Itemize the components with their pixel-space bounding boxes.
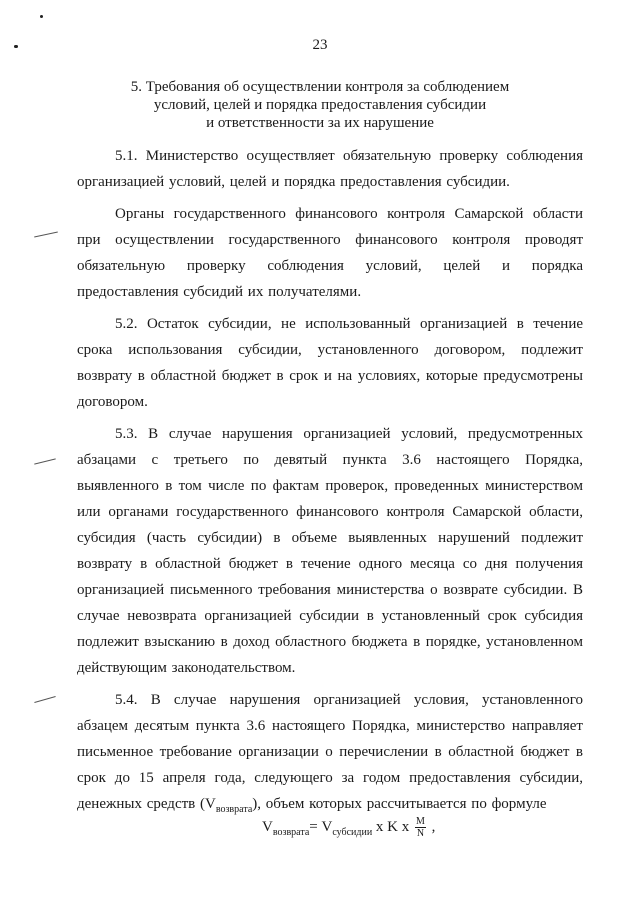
formula-eq: = V xyxy=(309,818,333,835)
paragraph-5-4 xyxy=(77,687,583,823)
section-heading xyxy=(100,78,540,132)
paragraph-5-4-tail: ), объем которых рассчитывается по формуле xyxy=(252,796,547,812)
formula-denominator: N xyxy=(416,828,425,839)
formula-lhs: V xyxy=(262,818,273,835)
margin-mark xyxy=(34,696,55,703)
return-formula xyxy=(262,816,435,839)
margin-mark xyxy=(34,458,56,464)
formula-tail: , xyxy=(427,818,436,835)
heading-line-3: и ответственности за их нарушение xyxy=(206,115,434,131)
margin-mark xyxy=(34,232,58,238)
scan-speck xyxy=(40,15,43,18)
formula-lhs-sub: возврата xyxy=(272,826,310,838)
heading-line-1: 5. Требования об осуществлении контроля за соблюдением xyxy=(130,79,510,95)
paragraph-5-2: 5.2. Остаток субсидии, не использованный организацией в течение срока использования субсидии, установленного договором, подлежит возврату в областной бюджет в срок и на условиях, которые предусмотрены договором. xyxy=(77,316,583,410)
paragraph-organy: Органы государственного финансового контроля Самарской области при осуществлении государственного финансового контроля проводят обязательную проверку соблюдения условий, целей и порядка предоставления субсидий их получателями. xyxy=(77,206,583,300)
scan-speck xyxy=(14,45,18,48)
page-number: 23 xyxy=(312,37,328,53)
document-body xyxy=(77,143,583,829)
paragraph-5-4-sub: возврата xyxy=(215,804,253,815)
paragraph-5-1: 5.1. Министерство осуществляет обязательную проверку соблюдения организацией условий, целей и порядка предоставления субсидии. xyxy=(77,148,583,190)
heading-line-2: условий, целей и порядка предоставления субсидии xyxy=(153,97,487,113)
paragraph-5-4-text: 5.4. В случае нарушения организацией условия, установленного абзацем десятым пункта 3.6 настоящего Порядка, министерство направляет письменное требование организации о перечислении в областной бюджет в срок до 15 апреля года, следующего за годом предоставления субсидии, денежных средств (V xyxy=(77,692,583,812)
formula-numerator: M xyxy=(416,816,425,827)
formula-rhs-sub: субсидии xyxy=(332,826,373,838)
formula-mult: x K x xyxy=(372,818,414,835)
paragraph-5-3: 5.3. В случае нарушения организацией условий, предусмотренных абзацами с третьего по девятый пункта 3.6 настоящего Порядка, выявленного в том числе по фактам проверок, проведенных министерством или органами государственного финансового контроля Самарской области, субсидия (часть субсидии) в объеме выявленных нарушений подлежит возврату в областной бюджет в течение одного месяца со дня получения организацией письменного требования министерства о возврате субсидии. В случае невозврата организацией субсидии в установленный срок субсидия подлежит взысканию в доход областного бюджета в порядке, установленном действующим законодательством. xyxy=(77,426,583,676)
formula-fraction xyxy=(415,816,426,839)
